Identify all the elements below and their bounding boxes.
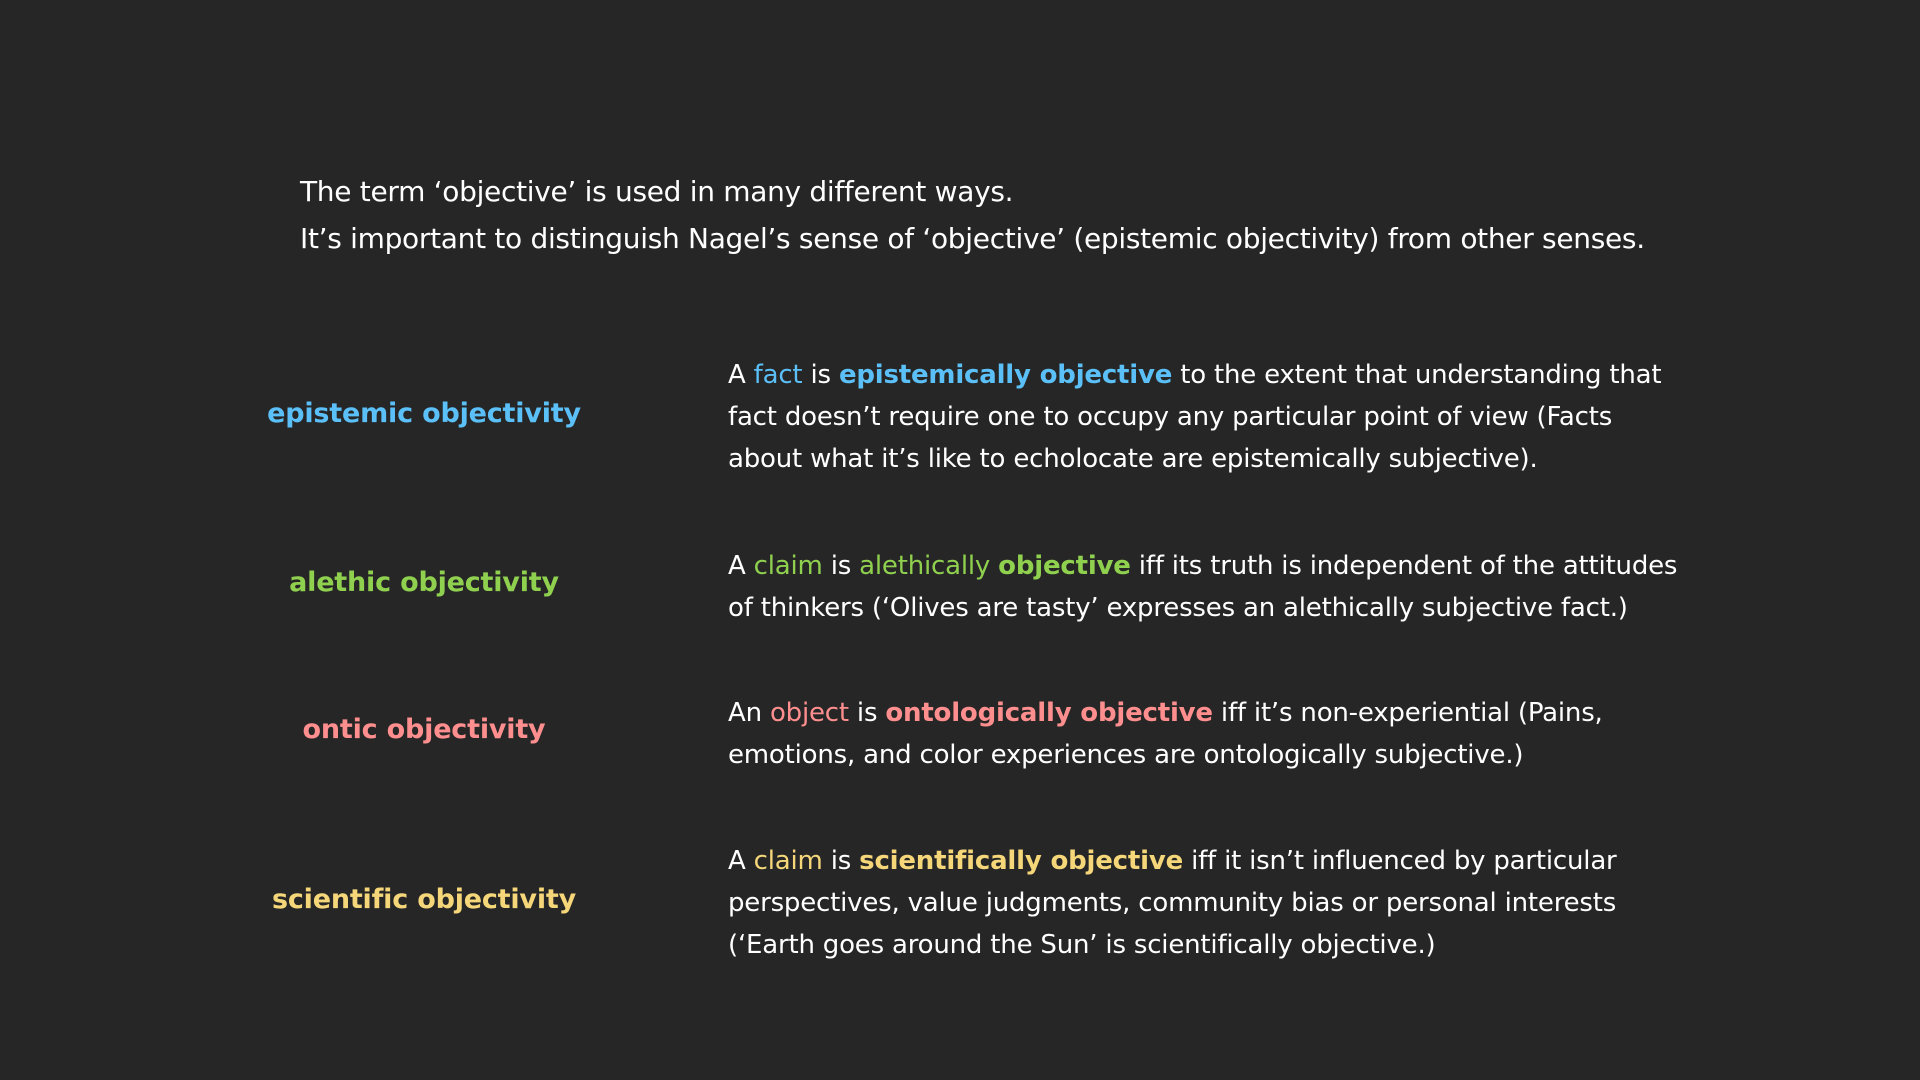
- definition-scientific: [728, 840, 1688, 966]
- article: An: [728, 698, 770, 728]
- intro-line-2: It’s important to distinguish Nagel’s sense of ‘objective’ (epistemic objectivity) from other senses.: [300, 222, 1645, 255]
- verb-is: is: [802, 360, 839, 390]
- term-scientific-objectivity: scientific objectivity: [271, 884, 576, 915]
- noun-claim: claim: [753, 551, 823, 581]
- verb-is: is: [822, 551, 860, 581]
- intro-text: [300, 168, 1800, 262]
- term-alethic-objectivity: alethic objectivity: [289, 567, 559, 598]
- definition-rest: iff its truth is independent of the attitudes: [1130, 551, 1678, 581]
- definition-alethic: [728, 545, 1688, 629]
- article: A: [728, 846, 754, 876]
- key-term: scientifically objective: [859, 846, 1184, 876]
- noun-fact: fact: [753, 360, 803, 390]
- definition-line: emotions, and color experiences are ontologically subjective.): [728, 740, 1524, 770]
- definition-line: [728, 692, 1688, 734]
- definition-ontic: [728, 692, 1688, 776]
- key-term: ontologically objective: [885, 698, 1213, 728]
- noun-object: object: [769, 698, 849, 728]
- article: A: [728, 360, 754, 390]
- definition-rest: to the extent that understanding that: [1172, 360, 1662, 390]
- definition-line: [728, 840, 1688, 882]
- definition-line: (‘Earth goes around the Sun’ is scientifically objective.): [728, 930, 1436, 960]
- key-term: objective: [998, 551, 1131, 581]
- term-ontic-objectivity: ontic objectivity: [302, 714, 546, 745]
- article: A: [728, 551, 754, 581]
- key-term-modifier: alethically: [859, 551, 999, 581]
- term-epistemic-objectivity: epistemic objectivity: [267, 398, 581, 429]
- definition-line: [728, 354, 1688, 396]
- definition-line: perspectives, value judgments, community bias or personal interests: [728, 888, 1617, 918]
- definition-line: about what it’s like to echolocate are epistemically subjective).: [728, 444, 1538, 474]
- noun-claim: claim: [753, 846, 823, 876]
- definition-line: of thinkers (‘Olives are tasty’ expresses an alethically subjective fact.): [728, 593, 1628, 623]
- intro-line-1: The term ‘objective’ is used in many different ways.: [300, 175, 1014, 208]
- definition-rest: iff it isn’t influenced by particular: [1183, 846, 1617, 876]
- definition-line: [728, 545, 1688, 587]
- verb-is: is: [848, 698, 886, 728]
- definition-rest: iff it’s non-experiential (Pains,: [1212, 698, 1603, 728]
- verb-is: is: [822, 846, 860, 876]
- definition-epistemic: [728, 354, 1688, 480]
- definition-line: fact doesn’t require one to occupy any particular point of view (Facts: [728, 402, 1613, 432]
- key-term: epistemically objective: [838, 360, 1173, 390]
